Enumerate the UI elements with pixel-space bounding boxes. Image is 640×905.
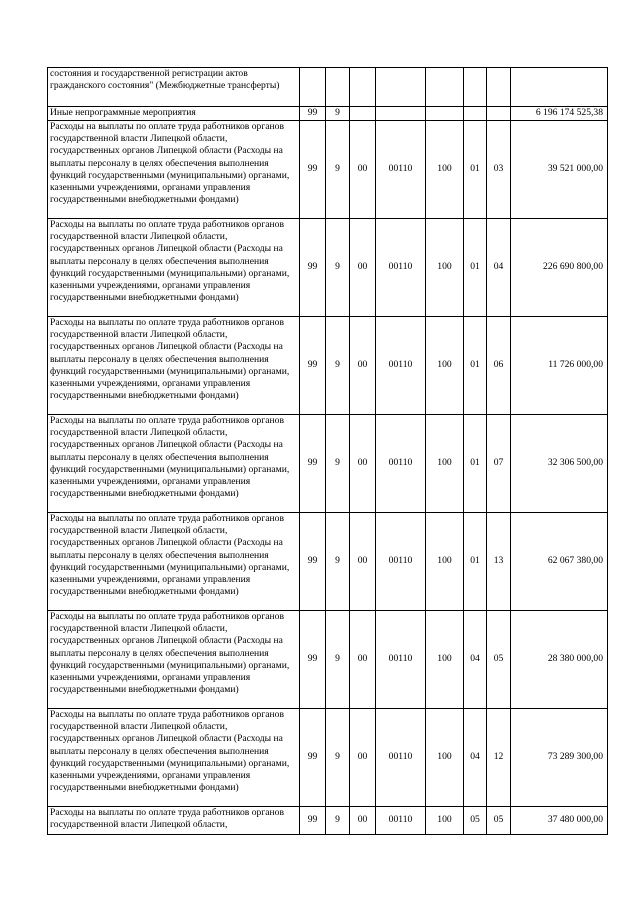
code-main-event: 00 xyxy=(350,219,376,317)
code-expense-type: 100 xyxy=(426,807,464,835)
row-description: Расходы на выплаты по оплате труда работников органов государственной власти Липецкой области, xyxy=(48,807,300,835)
code-direction: 00110 xyxy=(376,219,426,317)
code-subprogram: 9 xyxy=(326,807,350,835)
code-subsection: 03 xyxy=(487,121,511,219)
code-direction xyxy=(376,68,426,107)
row-amount: 6 196 174 525,38 xyxy=(511,107,608,121)
row-amount: 28 380 000,00 xyxy=(511,611,608,709)
row-amount: 62 067 380,00 xyxy=(511,513,608,611)
code-main-event: 00 xyxy=(350,709,376,807)
code-program: 99 xyxy=(300,611,326,709)
code-subprogram: 9 xyxy=(326,709,350,807)
code-program: 99 xyxy=(300,219,326,317)
row-amount: 226 690 800,00 xyxy=(511,219,608,317)
code-subsection xyxy=(487,68,511,107)
code-program xyxy=(300,68,326,107)
code-subsection: 07 xyxy=(487,415,511,513)
row-description: Расходы на выплаты по оплате труда работников органов государственной власти Липецкой области, государственных органов Липецкой области (Расходы на выплаты персоналу в целях обеспечения выполнения функций государственными (муниципальными) органами, казенными учреждениями, органами управления государственными внебюджетными фондами) xyxy=(48,513,300,611)
code-main-event: 00 xyxy=(350,611,376,709)
code-section: 05 xyxy=(464,807,487,835)
table-row xyxy=(48,611,608,709)
code-expense-type: 100 xyxy=(426,121,464,219)
table-row xyxy=(48,415,608,513)
row-amount: 37 480 000,00 xyxy=(511,807,608,835)
code-expense-type: 100 xyxy=(426,219,464,317)
code-expense-type xyxy=(426,107,464,121)
code-subprogram: 9 xyxy=(326,107,350,121)
code-main-event: 00 xyxy=(350,513,376,611)
code-direction: 00110 xyxy=(376,415,426,513)
code-direction: 00110 xyxy=(376,807,426,835)
code-subprogram: 9 xyxy=(326,415,350,513)
code-main-event: 00 xyxy=(350,807,376,835)
code-section: 01 xyxy=(464,219,487,317)
code-subprogram: 9 xyxy=(326,121,350,219)
code-subsection xyxy=(487,107,511,121)
code-section: 01 xyxy=(464,121,487,219)
row-description: Расходы на выплаты по оплате труда работников органов государственной власти Липецкой области, государственных органов Липецкой области (Расходы на выплаты персоналу в целях обеспечения выполнения функций государственными (муниципальными) органами, казенными учреждениями, органами управления государственными внебюджетными фондами) xyxy=(48,611,300,709)
code-subsection: 06 xyxy=(487,317,511,415)
code-expense-type: 100 xyxy=(426,415,464,513)
table-row xyxy=(48,807,608,835)
code-subsection: 04 xyxy=(487,219,511,317)
code-expense-type: 100 xyxy=(426,317,464,415)
code-section: 04 xyxy=(464,709,487,807)
code-main-event: 00 xyxy=(350,317,376,415)
row-amount: 11 726 000,00 xyxy=(511,317,608,415)
code-direction: 00110 xyxy=(376,611,426,709)
row-amount: 73 289 300,00 xyxy=(511,709,608,807)
row-description: Расходы на выплаты по оплате труда работников органов государственной власти Липецкой области, государственных органов Липецкой области (Расходы на выплаты персоналу в целях обеспечения выполнения функций государственными (муниципальными) органами, казенными учреждениями, органами управления государственными внебюджетными фондами) xyxy=(48,415,300,513)
code-subprogram: 9 xyxy=(326,219,350,317)
budget-table xyxy=(47,67,608,835)
code-program: 99 xyxy=(300,121,326,219)
code-section xyxy=(464,68,487,107)
code-main-event: 00 xyxy=(350,415,376,513)
row-description: Расходы на выплаты по оплате труда работников органов государственной власти Липецкой области, государственных органов Липецкой области (Расходы на выплаты персоналу в целях обеспечения выполнения функций государственными (муниципальными) органами, казенными учреждениями, органами управления государственными внебюджетными фондами) xyxy=(48,219,300,317)
row-description: Иные непрограммные мероприятия xyxy=(48,107,300,121)
code-subsection: 12 xyxy=(487,709,511,807)
code-section xyxy=(464,107,487,121)
table-row xyxy=(48,709,608,807)
code-expense-type: 100 xyxy=(426,611,464,709)
code-section: 01 xyxy=(464,513,487,611)
code-direction: 00110 xyxy=(376,709,426,807)
code-program: 99 xyxy=(300,317,326,415)
row-description: Расходы на выплаты по оплате труда работников органов государственной власти Липецкой области, государственных органов Липецкой области (Расходы на выплаты персоналу в целях обеспечения выполнения функций государственными (муниципальными) органами, казенными учреждениями, органами управления государственными внебюджетными фондами) xyxy=(48,121,300,219)
code-subprogram xyxy=(326,68,350,107)
table-row xyxy=(48,513,608,611)
code-program: 99 xyxy=(300,709,326,807)
table-row xyxy=(48,107,608,121)
table-row xyxy=(48,121,608,219)
code-direction xyxy=(376,107,426,121)
code-expense-type: 100 xyxy=(426,709,464,807)
row-description: Расходы на выплаты по оплате труда работников органов государственной власти Липецкой области, государственных органов Липецкой области (Расходы на выплаты персоналу в целях обеспечения выполнения функций государственными (муниципальными) органами, казенными учреждениями, органами управления государственными внебюджетными фондами) xyxy=(48,317,300,415)
code-program: 99 xyxy=(300,107,326,121)
table-row xyxy=(48,219,608,317)
code-subsection: 13 xyxy=(487,513,511,611)
code-subprogram: 9 xyxy=(326,317,350,415)
row-amount: 39 521 000,00 xyxy=(511,121,608,219)
table-body xyxy=(48,68,608,835)
row-amount: 32 306 500,00 xyxy=(511,415,608,513)
code-direction: 00110 xyxy=(376,317,426,415)
code-program: 99 xyxy=(300,415,326,513)
table-row xyxy=(48,68,608,107)
code-subprogram: 9 xyxy=(326,513,350,611)
code-program: 99 xyxy=(300,513,326,611)
row-description: состояния и государственной регистрации актов гражданского состояния" (Межбюджетные трансферты) xyxy=(48,68,300,107)
code-direction: 00110 xyxy=(376,513,426,611)
code-section: 01 xyxy=(464,415,487,513)
code-direction: 00110 xyxy=(376,121,426,219)
row-description: Расходы на выплаты по оплате труда работников органов государственной власти Липецкой области, государственных органов Липецкой области (Расходы на выплаты персоналу в целях обеспечения выполнения функций государственными (муниципальными) органами, казенными учреждениями, органами управления государственными внебюджетными фондами) xyxy=(48,709,300,807)
code-expense-type: 100 xyxy=(426,513,464,611)
code-expense-type xyxy=(426,68,464,107)
code-main-event xyxy=(350,68,376,107)
code-section: 04 xyxy=(464,611,487,709)
table-row xyxy=(48,317,608,415)
row-amount xyxy=(511,68,608,107)
code-section: 01 xyxy=(464,317,487,415)
code-main-event xyxy=(350,107,376,121)
code-subsection: 05 xyxy=(487,611,511,709)
code-subsection: 05 xyxy=(487,807,511,835)
code-program: 99 xyxy=(300,807,326,835)
code-main-event: 00 xyxy=(350,121,376,219)
code-subprogram: 9 xyxy=(326,611,350,709)
